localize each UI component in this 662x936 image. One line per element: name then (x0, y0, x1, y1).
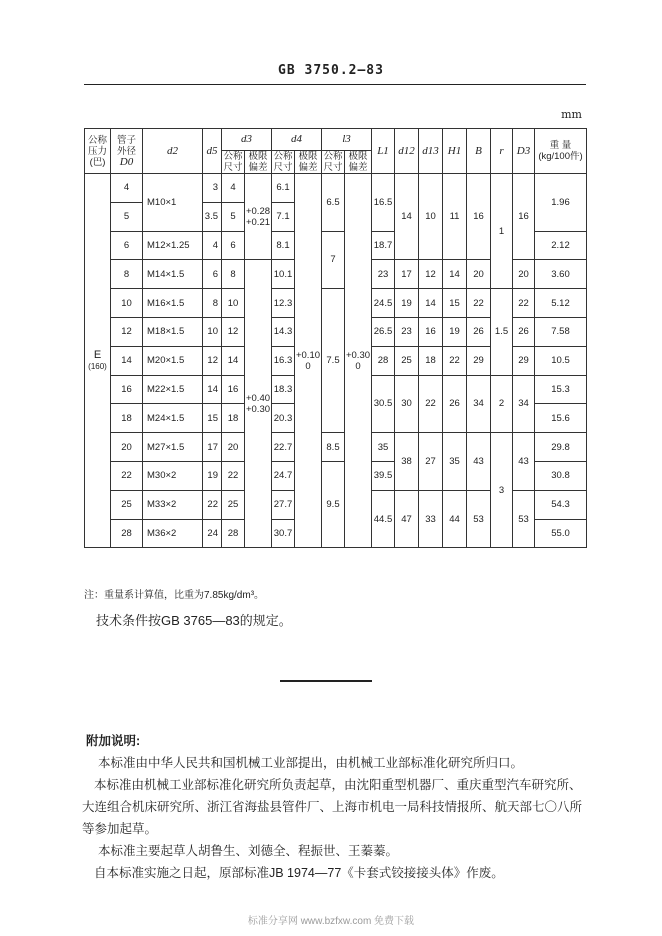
table-cell: 43 (467, 433, 491, 491)
addendum (82, 730, 586, 884)
table-cell: 4 (203, 231, 222, 260)
l3-dev: +0.30 0 (345, 174, 372, 548)
table-cell: 5 (222, 202, 245, 231)
col-r: r (491, 129, 513, 174)
table-cell: 16 (222, 375, 245, 404)
table-cell: 3 (491, 433, 513, 548)
table-cell: 14 (222, 346, 245, 375)
col-d4: d4 (272, 129, 322, 151)
header-rule (84, 84, 586, 85)
table-cell: 22 (203, 490, 222, 519)
table-cell: 30.8 (535, 461, 587, 490)
table-cell: 35 (443, 433, 467, 491)
table-cell: 27.7 (272, 490, 295, 519)
col-d12: d12 (395, 129, 419, 174)
table-cell: 23 (395, 317, 419, 346)
table-cell: 10 (419, 174, 443, 260)
table-cell: 1.5 (491, 289, 513, 375)
table-cell: 22 (419, 375, 443, 433)
table-cell: 9.5 (322, 461, 345, 547)
table-cell: 2.12 (535, 231, 587, 260)
table-cell: 12 (222, 317, 245, 346)
table-cell: 12 (203, 346, 222, 375)
table-cell: M33×2 (143, 490, 203, 519)
pressure-class: E (160) (85, 174, 111, 548)
table-cell: 30 (395, 375, 419, 433)
table-cell: 14 (111, 346, 143, 375)
table-cell: 7.1 (272, 202, 295, 231)
col-H1: H1 (443, 129, 467, 174)
table-cell: 5.12 (535, 289, 587, 318)
table-cell: 12 (419, 260, 443, 289)
col-pipe-od: 管子 外径 D0 (111, 129, 143, 174)
addendum-p3: 本标准主要起草人胡鲁生、刘德全、程振世、王蓁蓁。 (98, 844, 399, 858)
table-cell: 16 (467, 174, 491, 260)
unit-label: mm (561, 108, 582, 121)
table-cell: 38 (395, 433, 419, 491)
addendum-p4: 自本标准实施之日起，原部标准JB 1974—77《卡套式铰接接头体》作废。 (94, 866, 504, 880)
table-cell: 18.7 (372, 231, 395, 260)
table-cell: 10 (203, 317, 222, 346)
table-cell: M24×1.5 (143, 404, 203, 433)
table-row (85, 174, 587, 203)
col-d5: d5 (203, 129, 222, 174)
d3-dev-b: +0.40 +0.30 (245, 260, 272, 548)
table-cell: 3.5 (203, 202, 222, 231)
table-cell: 15.6 (535, 404, 587, 433)
table-cell: 54.3 (535, 490, 587, 519)
table-cell: 22.7 (272, 433, 295, 462)
table-cell: 19 (443, 317, 467, 346)
table-cell: 20 (222, 433, 245, 462)
table-cell: M16×1.5 (143, 289, 203, 318)
table-cell: 26 (443, 375, 467, 433)
table-cell: M22×1.5 (143, 375, 203, 404)
table-cell: 26.5 (372, 317, 395, 346)
table-cell: 12.3 (272, 289, 295, 318)
col-d3-nominal: 公称 尺寸 (223, 151, 243, 173)
col-L1: L1 (372, 129, 395, 174)
table-cell: 22 (467, 289, 491, 318)
table-cell: 10 (111, 289, 143, 318)
table-cell: 34 (467, 375, 491, 433)
col-d3: d3 (222, 129, 272, 151)
addendum-p2: 本标准由机械工业部标准化研究所负责起草，由沈阳重型机器厂、重庆重型汽车研究所、大连组合机床研究所、浙江省海盐县管件厂、上海市机电一局科技情报所、航天部七〇八所等参加起草。 (82, 778, 583, 836)
table-row (85, 433, 587, 462)
table-cell: 18.3 (272, 375, 295, 404)
table-cell: 34 (513, 375, 535, 433)
table-cell: 4 (111, 174, 143, 203)
table-cell: 22 (443, 346, 467, 375)
table-cell: 30.7 (272, 519, 295, 548)
table-cell: 20.3 (272, 404, 295, 433)
table-cell: 11 (443, 174, 467, 260)
table-cell: 16.3 (272, 346, 295, 375)
table-cell: 3 (203, 174, 222, 203)
table-cell: 25 (395, 346, 419, 375)
table-cell: M30×2 (143, 461, 203, 490)
addendum-p1: 本标准由中华人民共和国机械工业部提出，由机械工业部标准化研究所归口。 (98, 756, 524, 770)
table-cell: 19 (395, 289, 419, 318)
col-l3-nominal: 公称 尺寸 (323, 151, 343, 173)
table-cell: 28 (111, 519, 143, 548)
table-cell: 16 (513, 174, 535, 260)
table-cell: 18 (111, 404, 143, 433)
table-cell: 22 (513, 289, 535, 318)
table-cell: 26 (513, 317, 535, 346)
table-cell: 27 (419, 433, 443, 491)
d3-dev-a: +0.28 +0.21 (245, 174, 272, 260)
table-cell: 33 (419, 490, 443, 548)
col-D3: D3 (513, 129, 535, 174)
table-cell: 24.7 (272, 461, 295, 490)
table-cell: 39.5 (372, 461, 395, 490)
table-cell: 10.1 (272, 260, 295, 289)
table-cell: 28 (222, 519, 245, 548)
table-cell: 15 (203, 404, 222, 433)
table-cell: 53 (467, 490, 491, 548)
dimension-table (84, 128, 587, 548)
table-cell: M14×1.5 (143, 260, 203, 289)
col-d4-deviation: 极限 偏差 (295, 151, 322, 174)
table-cell: 44.5 (372, 490, 395, 548)
table-cell: 44 (443, 490, 467, 548)
table-cell: 14.3 (272, 317, 295, 346)
watermark-footer: 标准分享网 www.bzfxw.com 免费下载 (247, 916, 415, 927)
table-cell: 15.3 (535, 375, 587, 404)
table-cell: 20 (111, 433, 143, 462)
table-cell: 55.0 (535, 519, 587, 548)
table-cell: 25 (222, 490, 245, 519)
table-cell: 10.5 (535, 346, 587, 375)
table-cell: 6 (111, 231, 143, 260)
table-cell: 6.5 (322, 174, 345, 232)
table-cell: 8 (203, 289, 222, 318)
table-cell: 22 (222, 461, 245, 490)
table-cell: 8.1 (272, 231, 295, 260)
col-d2: d2 (143, 129, 203, 174)
table-cell: 22 (111, 461, 143, 490)
table-cell: M36×2 (143, 519, 203, 548)
table-cell: 6.1 (272, 174, 295, 203)
table-cell: 17 (203, 433, 222, 462)
table-cell: 14 (443, 260, 467, 289)
col-pressure: 公称 压力 (巴) (85, 129, 111, 174)
col-d13: d13 (419, 129, 443, 174)
table-row (85, 289, 587, 318)
table-cell: 14 (395, 174, 419, 260)
table-cell: 23 (372, 260, 395, 289)
col-B: B (467, 129, 491, 174)
table-cell: 1 (491, 174, 513, 289)
table-cell: 20 (467, 260, 491, 289)
table-cell: 6 (222, 231, 245, 260)
addendum-title: 附加说明: (86, 734, 141, 748)
section-divider (280, 680, 372, 682)
table-cell: 7 (322, 231, 345, 289)
table-cell: M20×1.5 (143, 346, 203, 375)
table-cell: 35 (372, 433, 395, 462)
table-cell: 18 (419, 346, 443, 375)
table-cell: 20 (513, 260, 535, 289)
table-cell: 24.5 (372, 289, 395, 318)
table-cell: 43 (513, 433, 535, 491)
table-cell: 26 (467, 317, 491, 346)
table-cell: 24 (203, 519, 222, 548)
col-l3-deviation: 极限 偏差 (345, 151, 372, 174)
table-cell: 18 (222, 404, 245, 433)
table-cell: 29 (467, 346, 491, 375)
d4-dev: +0.10 0 (295, 174, 322, 548)
standard-code-header: GB 3750.2—83 (278, 63, 384, 78)
table-cell: 3.60 (535, 260, 587, 289)
table-cell: 53 (513, 490, 535, 548)
table-note: 注：重量系计算值，比重为7.85kg/dm³。 (84, 590, 265, 601)
table-cell: 29 (513, 346, 535, 375)
table-cell: 16 (419, 317, 443, 346)
table-cell: M12×1.25 (143, 231, 203, 260)
table-cell: M27×1.5 (143, 433, 203, 462)
table-cell: 4 (222, 174, 245, 203)
table-cell: 7.58 (535, 317, 587, 346)
table-cell: 16 (111, 375, 143, 404)
table-cell: 14 (203, 375, 222, 404)
table-cell: 12 (111, 317, 143, 346)
table-cell: 2 (491, 375, 513, 433)
technical-conditions: 技术条件按GB 3765—83的规定。 (96, 613, 292, 628)
table-cell: 30.5 (372, 375, 395, 433)
col-l3: l3 (322, 129, 372, 151)
col-d3-deviation: 极限 偏差 (245, 151, 272, 174)
table-cell: 10 (222, 289, 245, 318)
table-cell: 47 (395, 490, 419, 548)
table-cell: 17 (395, 260, 419, 289)
table-cell: 16.5 (372, 174, 395, 232)
table-cell: 7.5 (322, 289, 345, 433)
table-cell: M18×1.5 (143, 317, 203, 346)
table-cell: 8 (222, 260, 245, 289)
col-weight: 重 量 (kg/100件) (535, 129, 587, 174)
table-cell: 28 (372, 346, 395, 375)
table-cell: 15 (443, 289, 467, 318)
table-cell: 19 (203, 461, 222, 490)
table-cell: 14 (419, 289, 443, 318)
table-cell: 5 (111, 202, 143, 231)
col-d4-nominal: 公称 尺寸 (273, 151, 293, 173)
table-cell: 8.5 (322, 433, 345, 462)
table-cell: 6 (203, 260, 222, 289)
table-cell: 29.8 (535, 433, 587, 462)
table-cell: 1.96 (535, 174, 587, 232)
table-cell: M10×1 (143, 174, 203, 232)
table-cell: 25 (111, 490, 143, 519)
table-cell: 8 (111, 260, 143, 289)
